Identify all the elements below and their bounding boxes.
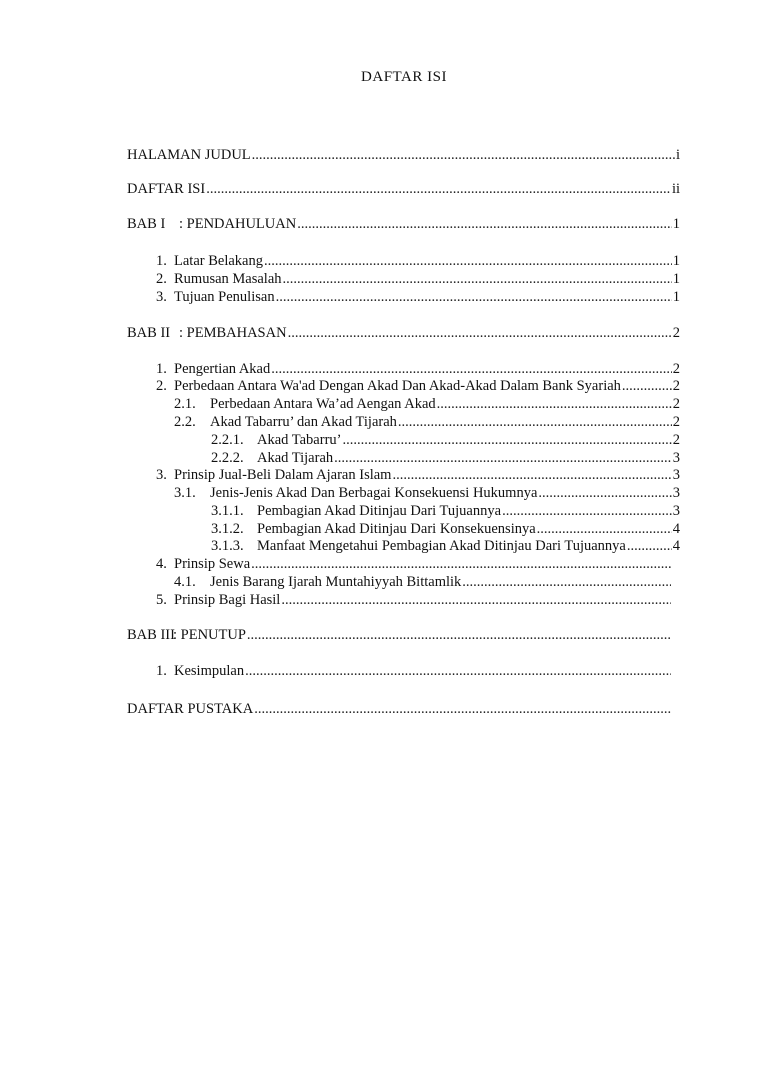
toc-entry <box>156 360 680 378</box>
toc-entry-number: 3.1.1. <box>211 503 244 519</box>
toc-entry <box>174 395 680 413</box>
toc-entry <box>127 180 680 198</box>
toc-entry-number: 4.1. <box>174 574 196 590</box>
toc-entry <box>174 413 680 431</box>
toc-entry-page-number: 4 <box>672 521 680 537</box>
toc-leader-dots <box>297 215 672 233</box>
toc-entry-label: : PEMBAHASAN <box>179 325 287 341</box>
toc-leader-dots <box>398 413 672 431</box>
toc-entry-number: 2.2.1. <box>211 432 244 448</box>
toc-entry-number: 3.1. <box>174 485 196 501</box>
toc-entry-label: DAFTAR PUSTAKA <box>127 701 254 717</box>
toc-entry <box>211 449 680 467</box>
toc-entry-page-number: 1 <box>672 289 680 305</box>
toc-entry-label: Kesimpulan <box>174 663 245 679</box>
toc-entry-number: 1. <box>156 253 167 269</box>
toc-entry <box>156 662 672 680</box>
toc-entry <box>156 270 680 288</box>
toc-entry-page-number: 2 <box>672 378 680 394</box>
toc-entry-page-number: 1 <box>672 216 680 232</box>
toc-entry-page-number: 3 <box>672 503 680 519</box>
toc-entry-page-number: ii <box>671 181 680 197</box>
toc-entry-label: Perbedaan Antara Wa'ad Dengan Akad Dan Akad-Akad Dalam Bank Syariah <box>174 378 621 394</box>
toc-entry-number: 3.1.3. <box>211 538 244 554</box>
toc-leader-dots <box>206 180 671 198</box>
toc-entry-page-number: 4 <box>672 538 680 554</box>
toc-entry-label: Akad Tabarru’ dan Akad Tijarah <box>210 414 397 430</box>
toc-entry <box>127 626 672 644</box>
toc-entry-number: 4. <box>156 556 167 572</box>
toc-entry-label: : PENDAHULUAN <box>179 216 297 232</box>
toc-leader-dots <box>252 146 675 164</box>
toc-entry <box>156 466 680 484</box>
toc-entry-number: 2. <box>156 378 167 394</box>
toc-entry-label: Prinsip Bagi Hasil <box>174 592 281 608</box>
toc-entry-number: BAB III <box>127 627 175 643</box>
toc-entry-page-number: 2 <box>672 325 680 341</box>
toc-leader-dots <box>342 431 671 449</box>
toc-entry-number: 1. <box>156 361 167 377</box>
toc-entry <box>174 484 680 502</box>
toc-entry <box>127 146 680 164</box>
toc-entry-label: Manfaat Mengetahui Pembagian Akad Ditinjau Dari Tujuannya <box>257 538 626 554</box>
toc-leader-dots <box>392 466 671 484</box>
toc-entry-label: Akad Tabarru’ <box>257 432 342 448</box>
toc-leader-dots <box>462 573 671 591</box>
toc-entry-page-number: 2 <box>672 432 680 448</box>
toc-entry <box>211 537 680 555</box>
toc-entry-number: 2.2. <box>174 414 196 430</box>
toc-entry <box>156 591 672 609</box>
toc-leader-dots <box>254 700 671 718</box>
toc-entry-label: Perbedaan Antara Wa’ad Aengan Akad <box>210 396 436 412</box>
toc-leader-dots <box>247 626 671 644</box>
toc-entry-label: : PENUTUP <box>173 627 246 643</box>
toc-entry-page-number: 1 <box>672 253 680 269</box>
toc-entry-label: Latar Belakang <box>174 253 263 269</box>
toc-leader-dots <box>334 449 672 467</box>
toc-entry <box>211 502 680 520</box>
toc-entry-number: 2.2.2. <box>211 450 244 466</box>
toc-entry-page-number: 3 <box>672 467 680 483</box>
toc-leader-dots <box>502 502 672 520</box>
toc-entry-number: 1. <box>156 663 167 679</box>
toc-leader-dots <box>437 395 672 413</box>
toc-entry-number: 2. <box>156 271 167 287</box>
toc-entry-page-number: 1 <box>672 271 680 287</box>
toc-leader-dots <box>627 537 672 555</box>
toc-entry-page-number: 2 <box>672 414 680 430</box>
toc-entry <box>156 252 680 270</box>
toc-entry <box>156 288 680 306</box>
toc-entry <box>156 377 680 395</box>
toc-leader-dots <box>251 555 671 573</box>
toc-entry-number: 2.1. <box>174 396 196 412</box>
toc-entry-number: 3. <box>156 289 167 305</box>
toc-entry-label: Pembagian Akad Ditinjau Dari Konsekuensinya <box>257 521 536 537</box>
toc-leader-dots <box>622 377 672 395</box>
toc-entry <box>174 573 672 591</box>
toc-entry-page-number: 3 <box>672 485 680 501</box>
toc-entry-page-number: 3 <box>672 450 680 466</box>
toc-entry-label: DAFTAR ISI <box>127 181 206 197</box>
toc-leader-dots <box>283 270 672 288</box>
toc-entry-page-number: i <box>675 147 680 163</box>
toc-leader-dots <box>271 360 672 378</box>
toc-entry-number: BAB I <box>127 216 166 232</box>
toc-entry-number: 3.1.2. <box>211 521 244 537</box>
toc-entry-label: Prinsip Jual-Beli Dalam Ajaran Islam <box>174 467 392 483</box>
toc-entry-label: Pembagian Akad Ditinjau Dari Tujuannya <box>257 503 502 519</box>
toc-leader-dots <box>276 288 672 306</box>
toc-entry-label: Pengertian Akad <box>174 361 271 377</box>
toc-entry-number: 5. <box>156 592 167 608</box>
toc-entry-label: Tujuan Penulisan <box>174 289 275 305</box>
toc-entry <box>211 431 680 449</box>
toc-entry-label: Jenis Barang Ijarah Muntahiyyah Bittamlik <box>210 574 462 590</box>
toc-leader-dots <box>281 591 671 609</box>
toc-leader-dots <box>264 252 672 270</box>
page-title: DAFTAR ISI <box>361 69 447 85</box>
toc-leader-dots <box>537 520 672 538</box>
toc-entry-label: Prinsip Sewa <box>174 556 251 572</box>
toc-entry-label: HALAMAN JUDUL <box>127 147 251 163</box>
toc-leader-dots <box>245 662 671 680</box>
toc-entry-page-number: 2 <box>672 361 680 377</box>
toc-entry-number: BAB II <box>127 325 171 341</box>
toc-entry-number: 3. <box>156 467 167 483</box>
toc-entry <box>127 700 672 718</box>
toc-entry <box>211 520 680 538</box>
toc-entry <box>127 324 680 342</box>
toc-entry <box>127 215 680 233</box>
toc-leader-dots <box>288 324 672 342</box>
toc-entry-label: Akad Tijarah <box>257 450 334 466</box>
toc-entry <box>156 555 672 573</box>
toc-entry-label: Rumusan Masalah <box>174 271 282 287</box>
toc-entry-label: Jenis-Jenis Akad Dan Berbagai Konsekuensi Hukumnya <box>210 485 538 501</box>
toc-entry-page-number: 2 <box>672 396 680 412</box>
toc-leader-dots <box>538 484 671 502</box>
